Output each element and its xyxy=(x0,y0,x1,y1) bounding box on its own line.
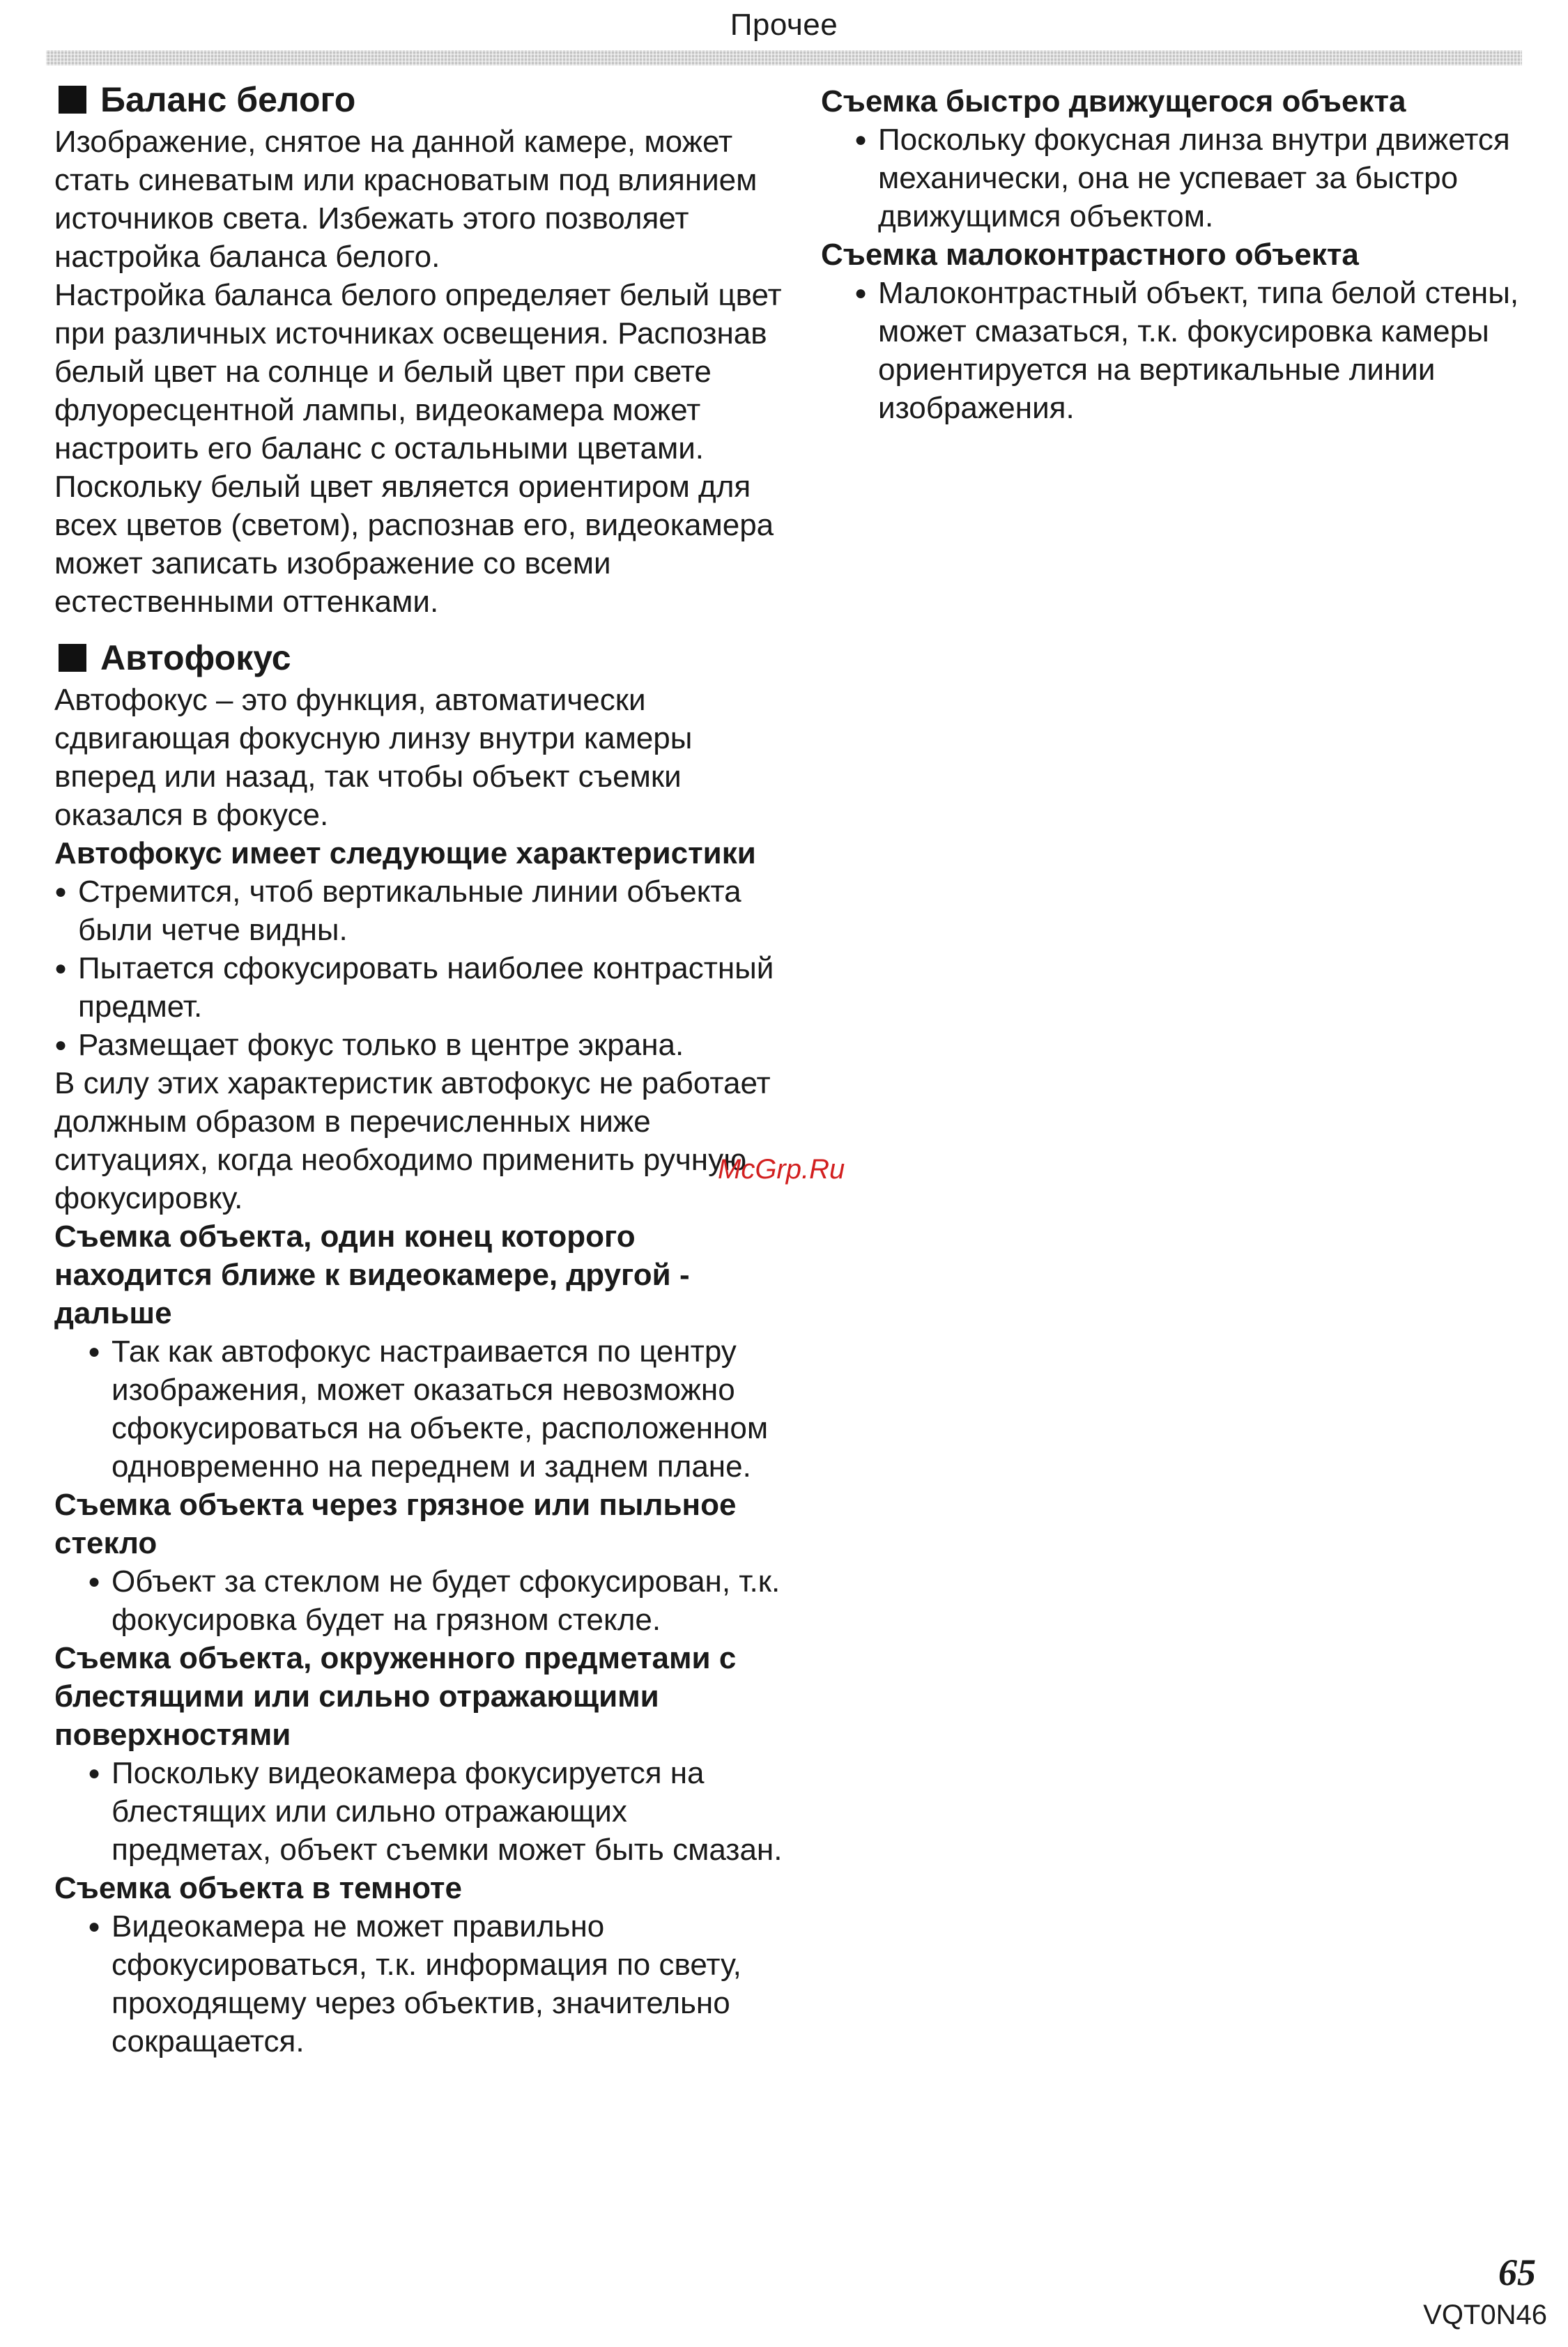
situation-title: Съемка малоконтрастного объекта xyxy=(821,238,1359,272)
situation-title: Съемка объекта в темноте xyxy=(54,1871,462,1905)
page-header-title: Прочее xyxy=(730,8,838,42)
situation-title: Съемка объекта через грязное или пыльное стекло xyxy=(54,1488,737,1560)
white-balance-paragraph: Настройка баланса белого определяет белый цвет при различных источниках освещения. Распознав белый цвет на солнце и белый цвет при свете флуоресцентной лампы, видеокамера может настроить его баланс с остальными цветами. xyxy=(54,278,782,465)
situation-text: ● Поскольку видеокамера фокусируется на блестящих или сильно отражающих предметах, объект съемки может быть смазан. xyxy=(88,1754,793,1869)
situation-text: ● Поскольку фокусная линза внутри движется механически, она не успевает за быстро движущимся объектом. xyxy=(854,121,1525,236)
section-square-icon xyxy=(59,644,86,672)
section-square-icon xyxy=(59,86,86,114)
right-column xyxy=(821,82,1525,427)
situation-title: Съемка быстро движущегося объекта xyxy=(821,84,1406,118)
white-balance-heading xyxy=(54,77,793,123)
white-balance-heading-text: Баланс белого xyxy=(100,80,356,119)
header-divider xyxy=(46,50,1522,66)
autofocus-feature-item: ● Размещает фокус только в центре экрана. xyxy=(54,1026,793,1064)
autofocus-conclusion: В силу этих характеристик автофокус не работает должным образом в перечисленных ниже ситуациях, когда необходимо применить ручную фокусировку. xyxy=(54,1066,771,1215)
watermark-text: McGrp.Ru xyxy=(718,1154,845,1185)
situation-text: ● Так как автофокус настраивается по центру изображения, может оказаться невозможно сфокусироваться на объекте, расположенном одновременно на переднем и заднем плане. xyxy=(88,1332,793,1486)
situation-text: ● Малоконтрастный объект, типа белой стены, может смазаться, т.к. фокусировка камеры ориентируется на вертикальные линии изображения. xyxy=(854,274,1525,427)
left-column xyxy=(54,77,793,2061)
autofocus-feature-item: ● Стремится, чтоб вертикальные линии объекта были четче видны. xyxy=(54,872,793,949)
autofocus-intro: Автофокус – это функция, автоматически сдвигающая фокусную линзу внутри камеры вперед или назад, так чтобы объект съемки оказался в фокусе. xyxy=(54,683,693,832)
situation-title: Съемка объекта, один конец которого находится ближе к видеокамере, другой - дальше xyxy=(54,1219,690,1330)
autofocus-heading-text: Автофокус xyxy=(100,638,291,677)
autofocus-heading xyxy=(54,635,793,681)
autofocus-features-heading: Автофокус имеет следующие характеристики xyxy=(54,836,756,870)
situation-text: ● Объект за стеклом не будет сфокусирован, т.к. фокусировка будет на грязном стекле. xyxy=(88,1562,793,1639)
document-code: VQT0N46 xyxy=(1423,2300,1547,2330)
page-number: 65 xyxy=(1498,2252,1536,2293)
white-balance-paragraph: Поскольку белый цвет является ориентиром для всех цветов (светом), распознав его, видеокамера может записать изображение со всеми естественными оттенками. xyxy=(54,470,774,619)
autofocus-feature-item: ● Пытается сфокусировать наиболее контрастный предмет. xyxy=(54,949,793,1026)
situation-title: Съемка объекта, окруженного предметами с блестящими или сильно отражающими поверхностями xyxy=(54,1641,737,1752)
white-balance-paragraph: Изображение, снятое на данной камере, может стать синеватым или красноватым под влиянием источников света. Избежать этого позволяет настройка баланса белого. xyxy=(54,125,758,274)
situation-text: ● Видеокамера не может правильно сфокусироваться, т.к. информация по свету, проходящему через объектив, значительно сокращается. xyxy=(88,1907,793,2061)
